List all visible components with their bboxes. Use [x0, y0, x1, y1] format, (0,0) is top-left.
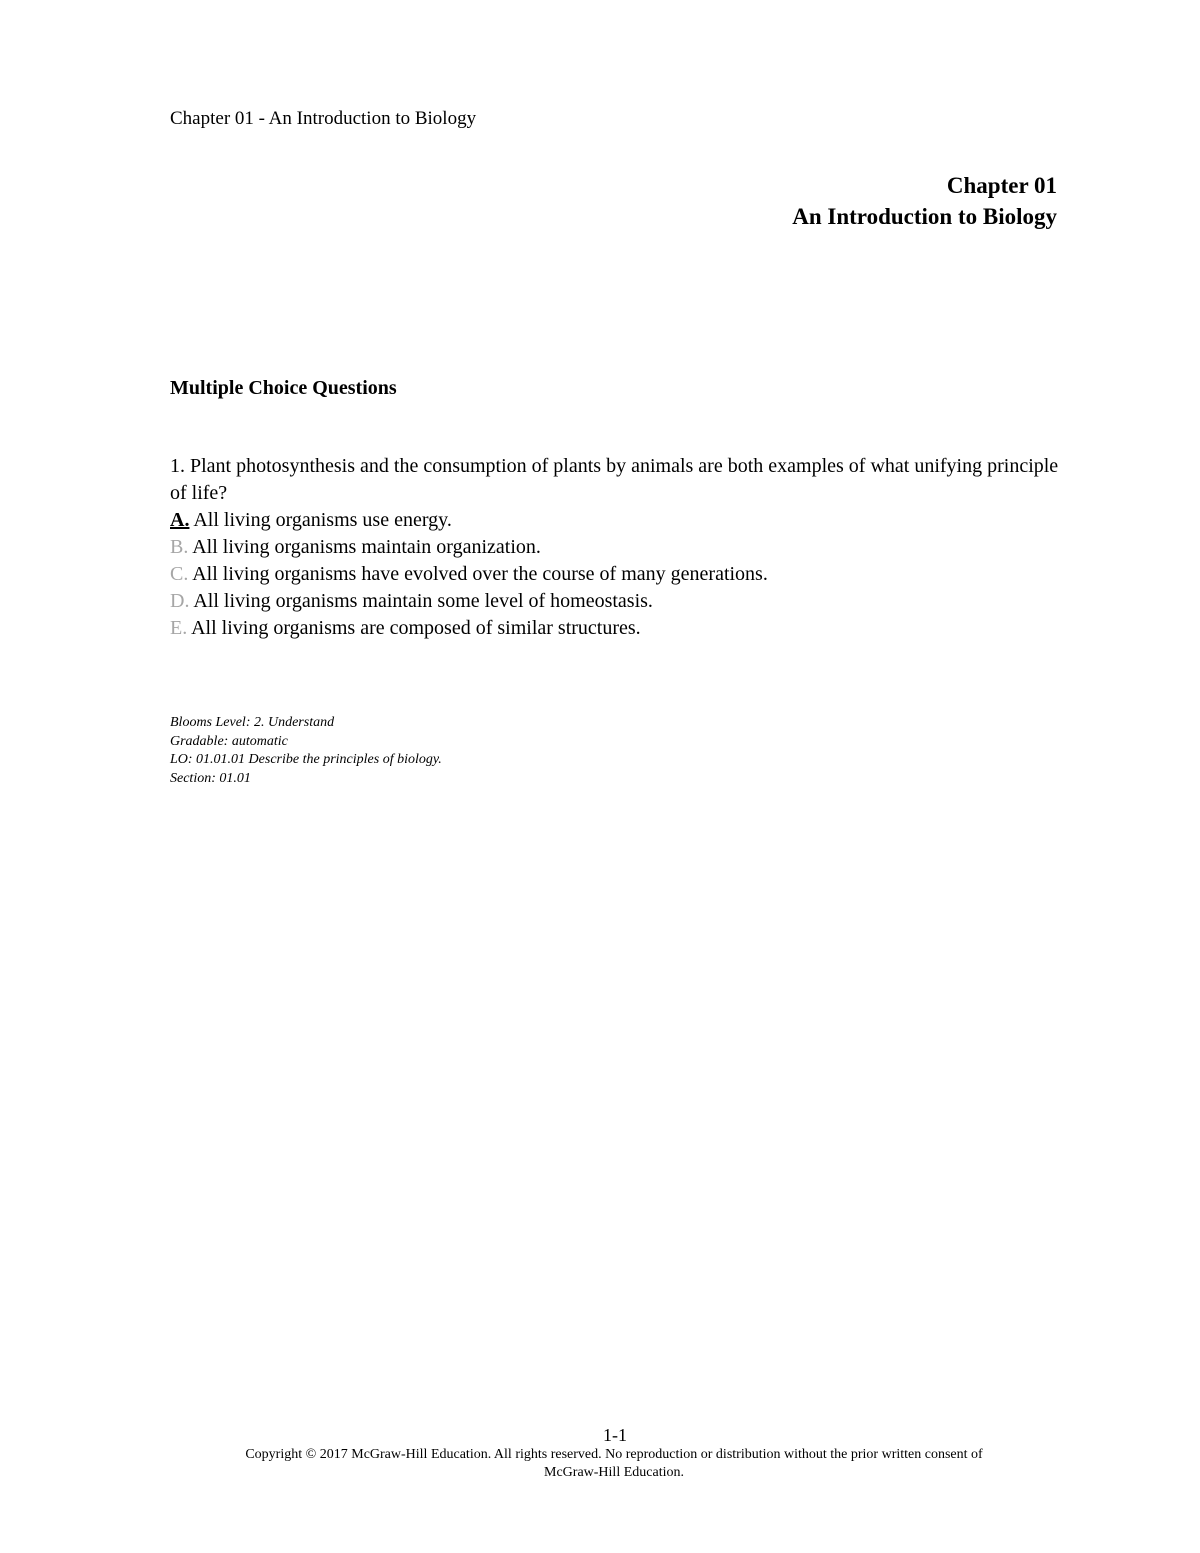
option-e: [170, 615, 1060, 642]
option-c: [170, 561, 1060, 588]
option-d: [170, 588, 1060, 615]
page-footer: [0, 1424, 1200, 1482]
section-number: Section: 01.01: [170, 770, 251, 786]
option-text: All living organisms maintain some level of homeostasis.: [189, 590, 653, 612]
question-1: [170, 453, 1060, 642]
copyright-notice: [184, 1446, 1044, 1482]
option-b: [170, 534, 1060, 561]
gradable: Gradable: automatic: [170, 733, 288, 749]
learning-objective: LO: 01.01.01 Describe the principles of biology.: [170, 752, 442, 767]
option-letter: C.: [170, 563, 189, 585]
option-letter: B.: [170, 536, 189, 558]
page-number: 1-1: [603, 1425, 627, 1445]
option-text: All living organisms maintain organization.: [188, 536, 541, 558]
running-header: Chapter 01 - An Introduction to Biology: [170, 108, 477, 129]
blooms-level: Blooms Level: 2. Understand: [170, 715, 335, 730]
copyright-line-2: McGraw-Hill Education.: [544, 1465, 684, 1480]
chapter-subtitle: An Introduction to Biology: [792, 204, 1057, 229]
option-letter: A.: [170, 509, 190, 531]
option-a: [170, 507, 1060, 534]
option-text: All living organisms use energy.: [189, 509, 452, 531]
option-letter: E.: [170, 617, 188, 639]
chapter-title-block: [792, 170, 1057, 232]
question-stem: 1. Plant photosynthesis and the consumption of plants by animals are both examples of what unifying principle of life?: [170, 455, 1059, 504]
chapter-number: Chapter 01: [946, 173, 1057, 198]
option-text: All living organisms are composed of similar structures.: [187, 617, 641, 639]
copyright-line-1: Copyright © 2017 McGraw-Hill Education. All rights reserved. No reproduction or distribution without the prior written consent of: [245, 1447, 983, 1462]
option-letter: D.: [170, 590, 190, 612]
option-text: All living organisms have evolved over the course of many generations.: [188, 563, 768, 585]
question-metadata: [170, 714, 442, 788]
section-heading: Multiple Choice Questions: [170, 377, 397, 399]
